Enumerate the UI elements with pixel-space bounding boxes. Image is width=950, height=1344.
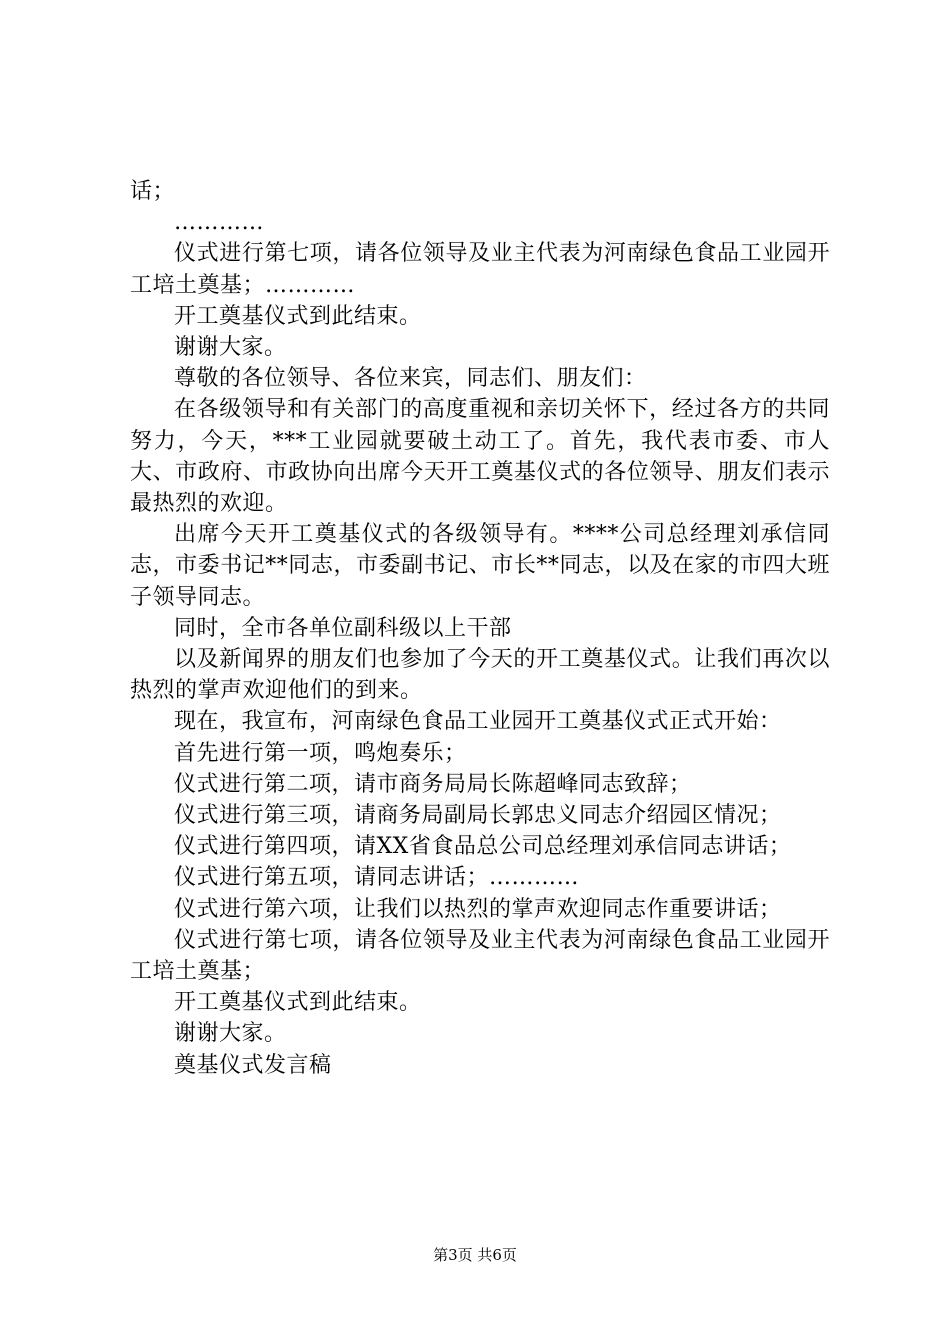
paragraph: 话； xyxy=(130,179,176,204)
paragraph: 仪式进行第二项，请市商务局局长陈超峰同志致辞； xyxy=(174,771,692,797)
paragraph: 仪式进行第四项，请XX省食品总公司总经理刘承信同志讲话； xyxy=(174,834,792,860)
paragraph: 仪式进行第六项，让我们以热烈的掌声欢迎同志作重要讲话； xyxy=(174,896,782,922)
paragraph: 在各级领导和有关部门的高度重视和亲切关怀下，经过各方的共同努力，今天，***工业园就要破土动工了。首先，我代表市委、市人大、市政府、市政协向出席今天开工奠基仪式的各位领导、朋友们表示最热烈的欢迎。 xyxy=(130,397,830,517)
document-body xyxy=(130,176,830,1081)
paragraph: 仪式进行第三项，请商务局副局长郭忠义同志介绍园区情况； xyxy=(174,803,782,829)
paragraph: 同时，全市各单位副科级以上干部 xyxy=(174,615,512,641)
paragraph: 仪式进行第五项，请同志讲话；………… xyxy=(174,865,580,891)
paragraph: 以及新闻界的朋友们也参加了今天的开工奠基仪式。让我们再次以热烈的掌声欢迎他们的到来。 xyxy=(130,647,830,704)
paragraph: 出席今天开工奠基仪式的各级领导有。****公司总经理刘承信同志，市委书记**同志，市委副书记、市长**同志，以及在家的市四大班子领导同志。 xyxy=(130,522,830,610)
page-number-footer: 第3页 共6页 xyxy=(433,1246,517,1264)
paragraph: ………… xyxy=(174,210,264,236)
paragraph: 谢谢大家。 xyxy=(174,335,287,361)
paragraph: 开工奠基仪式到此结束。 xyxy=(174,303,422,329)
paragraph: 仪式进行第七项，请各位领导及业主代表为河南绿色食品工业园开工培土奠基；………… xyxy=(130,241,830,298)
paragraph: 现在，我宣布，河南绿色食品工业园开工奠基仪式正式开始： xyxy=(174,709,782,735)
paragraph: 尊敬的各位领导、各位来宾，同志们、朋友们： xyxy=(174,366,647,392)
paragraph: 开工奠基仪式到此结束。 xyxy=(174,990,422,1016)
paragraph: 谢谢大家。 xyxy=(174,1021,287,1047)
paragraph: 仪式进行第七项，请各位领导及业主代表为河南绿色食品工业园开工培土奠基； xyxy=(130,927,830,985)
paragraph: 奠基仪式发言稿 xyxy=(174,1052,332,1078)
paragraph: 首先进行第一项，鸣炮奏乐； xyxy=(174,740,467,766)
